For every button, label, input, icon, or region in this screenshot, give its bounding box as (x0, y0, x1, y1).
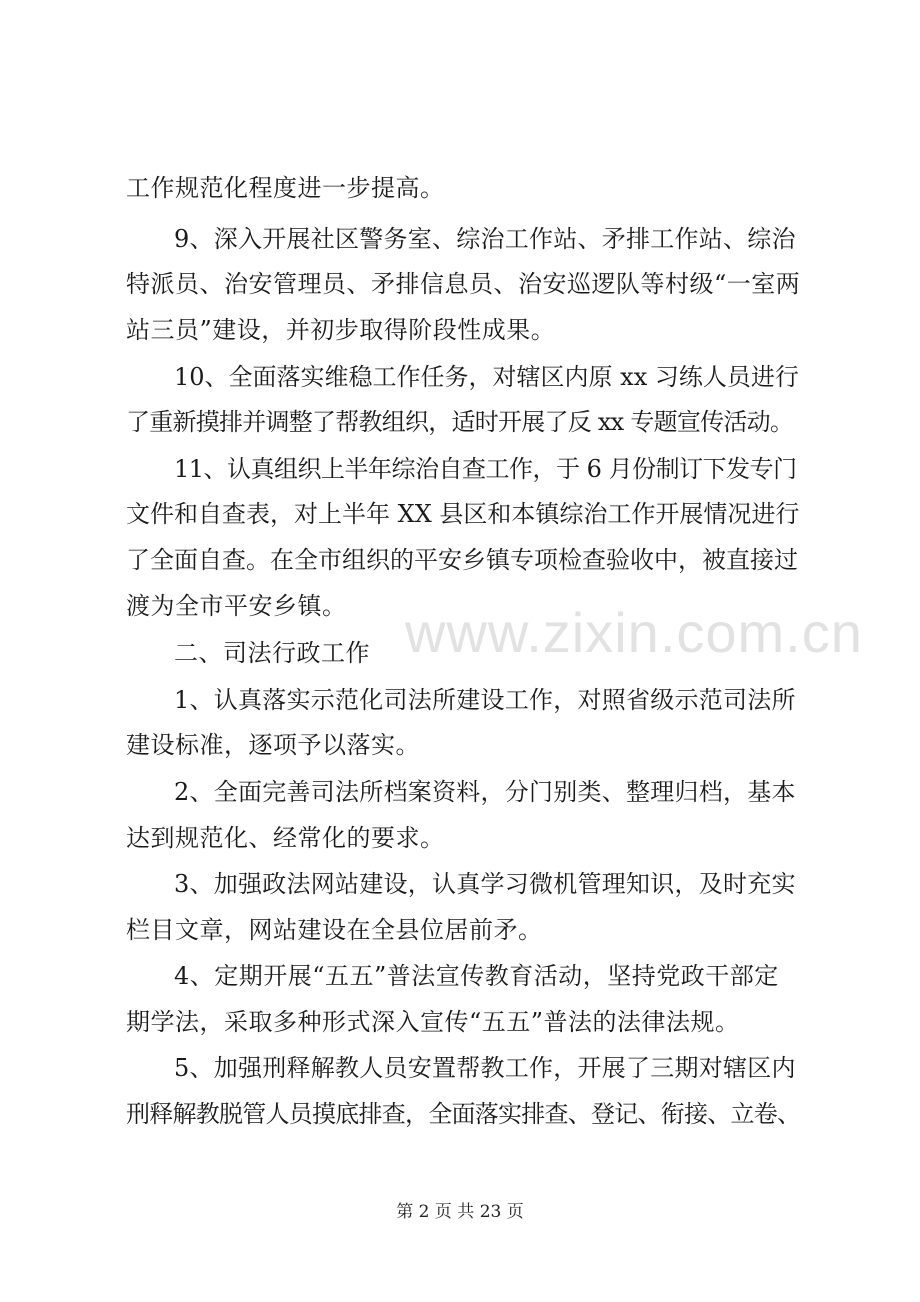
text-line: 2、全面完善司法所档案资料，分门别类、整理归档，基本 (174, 778, 796, 806)
text-line: 栏目文章，网站建设在全县位居前矛。 (126, 916, 543, 944)
text-line: 达到规范化、经常化的要求。 (126, 824, 445, 852)
text-line: 特派员、治安管理员、矛排信息员、治安巡逻队等村级“一室两 (126, 270, 801, 298)
watermark-text: www.zixin.com.cn (405, 601, 863, 664)
text-line: 了全面自查。在全市组织的平安乡镇专项检查验收中，被直接过 (126, 546, 798, 574)
text-line: 11、认真组织上半年综治自查工作，于 6 月份制订下发专门 (174, 455, 797, 483)
text-line: 3、加强政法网站建设，认真学习微机管理知识，及时充实 (174, 870, 796, 898)
text-line: 9、深入开展社区警务室、综治工作站、矛排工作站、综治 (174, 225, 796, 253)
text-line: 刑释解教脱管人员摸底排查，全面落实排查、登记、衔接、立卷、 (126, 1100, 801, 1128)
text-line: 5、加强刑释解教人员安置帮教工作，开展了三期对辖区内 (174, 1054, 796, 1082)
text-line: 4、定期开展“五五”普法宣传教育活动，坚持党政干部定 (174, 962, 779, 990)
text-line: 建设标准，逐项予以落实。 (126, 731, 420, 759)
text-line: 了重新摸排并调整了帮教组织，适时开展了反 xx 专题宣传活动。 (126, 408, 794, 436)
text-line: 文件和自查表，对上半年 XX 县区和本镇综治工作开展情况进行 (126, 500, 800, 528)
text-line: 渡为全市平安乡镇。 (126, 592, 347, 620)
page-footer: 第 2 页 共 23 页 (396, 1202, 524, 1222)
section-heading: 二、司法行政工作 (174, 639, 370, 667)
text-line: 1、认真落实示范化司法所建设工作，对照省级示范司法所 (174, 686, 796, 714)
text-line: 期学法，采取多种形式深入宣传“五五”普法的法律法规。 (126, 1008, 740, 1036)
text-line: 站三员”建设，并初步取得阶段性成果。 (126, 316, 556, 344)
text-line: 10、全面落实维稳工作任务，对辖区内原 xx 习练人员进行 (174, 363, 799, 391)
text-line: 工作规范化程度进一步提高。 (126, 174, 445, 202)
